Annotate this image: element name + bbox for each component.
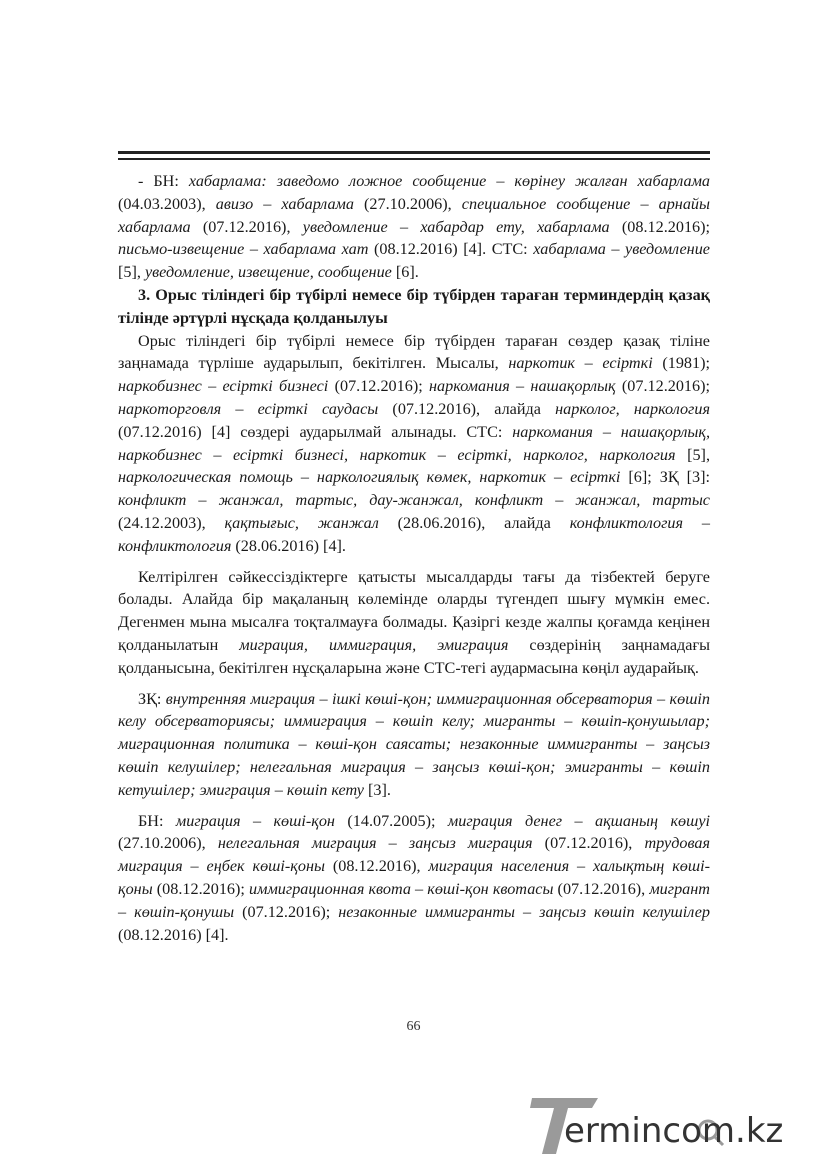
text-run: БН: (138, 811, 176, 830)
term-italic: мигрант – көшіп-қонушы (118, 879, 710, 921)
term-italic: миграция населения – халықтың көші-қоны (118, 857, 710, 898)
logo-text: ermincom.kz (564, 1111, 784, 1151)
termincom-logo (528, 1088, 827, 1158)
text-run: (1981); (652, 354, 711, 373)
text-run: (24.12.2003), (118, 513, 225, 532)
text-run: (04.03.2003), (118, 194, 216, 213)
text-run: (08.12.2016) [4]. СТС: (368, 240, 534, 259)
term-italic: наркологическая помощь – наркологиялық көмек, наркотик – есірткі (118, 468, 621, 487)
term-italic: письмо-извещение – хабарлама хат (118, 240, 369, 259)
term-italic: миграция, иммиграция, эмиграция (239, 635, 509, 654)
section-heading: 3. Орыс тіліндегі бір түбірлі немесе бір түбірден тараған терминдердің қазақ тілінде әртүрлі нұсқада қолданылуы (118, 285, 710, 327)
term-italic: хабарлама – уведомление (533, 240, 710, 259)
term-italic: уведомление, извещение, сообщение (144, 263, 392, 282)
term-italic: наркоторговля – есірткі саудасы (118, 399, 379, 418)
text-run: (27.10.2006), (353, 194, 462, 213)
text-run: (07.12.2016); (234, 902, 339, 921)
text-run: [6]. (391, 263, 419, 282)
text-run: (08.12.2016), (324, 857, 429, 876)
paragraph-bn-habarlama (118, 170, 710, 284)
text-run: Келтірілген сәйкессіздіктерге қатысты мысалдарды тағы да тізбектей беруге болады. Алайда бір мақаланың көлемінде оларды түгендеп шығу мүмкін емес. Дегенмен мына мысалға тоқталмауға болмады. Қазіргі кезде жалпы қоғамда кеңінен қолданылатын (118, 567, 710, 654)
text-run: (14.07.2005); (334, 811, 448, 830)
text-run: - БН: (138, 172, 189, 190)
text-run: (28.06.2016), алайда (378, 513, 570, 532)
text-run: (07.12.2016) [4] сөздері аударылмай алынады. СТС: (118, 422, 513, 441)
term-italic: специальное сообщение – арнайы хабарлама (118, 194, 710, 236)
text-run: (08.12.2016); (609, 217, 711, 236)
text-run: (07.12.2016), (553, 879, 650, 898)
text-run: (28.06.2016) [4]. (231, 536, 346, 555)
term-italic: нарколог, наркология (555, 399, 710, 418)
text-run: ЗҚ: (138, 689, 166, 708)
term-italic: нелегальная миграция – заңсыз миграция (217, 834, 533, 853)
text-run: (07.12.2016); (328, 377, 430, 396)
term-italic: трудовая миграция – еңбек көші-қоны (118, 834, 711, 876)
term-italic: внутренняя миграция – ішкі көші-қон; иммиграционная обсерватория – көшіп келу обсерваториясы; иммиграция – көшіп келу; мигранты – көшіп-қонушылар; миграционная политика – көші-қон саясаты; незаконные иммигранты – заңсыз көшіп келушілер; нелегальная миграция – заңсыз көші-қон; эмигранты – көшіп кетушілер; эмиграция – көшіп кету (118, 689, 710, 799)
text-run: [5], (118, 263, 145, 282)
text-run: (08.12.2016) [4]. (118, 925, 229, 944)
term-italic: қақтығыс, жанжал (224, 513, 379, 532)
page-body (118, 170, 710, 946)
paragraph-narko-terms (118, 330, 710, 558)
text-run: (07.12.2016), (532, 834, 645, 853)
header-rule-thick (118, 151, 710, 154)
term-italic: иммиграционная квота – көші-қон квотасы (249, 879, 554, 898)
term-italic: наркомания – нашақорлық (429, 377, 616, 396)
term-italic: конфликтология – конфликтология (118, 513, 710, 555)
term-italic: миграция – көші-қон (175, 811, 335, 830)
text-run: сөздерінің заңнамадағы қолданысына, бекітілген нұсқаларына және СТС-тегі аудармасына көңіл аударайық. (118, 635, 710, 677)
term-italic: наркобизнес – есірткі бизнесі (118, 377, 329, 396)
term-italic: наркотик – есірткі (508, 354, 653, 373)
term-italic: наркомания – нашақорлық, наркобизнес – есірткі бизнесі, наркотик – есірткі, нарколог, наркология (118, 422, 710, 464)
text-run: (07.12.2016), (190, 217, 303, 236)
term-italic: авизо – хабарлама (215, 194, 354, 213)
term-italic: незаконные иммигранты – заңсыз көшіп келушілер (338, 902, 711, 921)
text-run: (27.10.2006), (118, 834, 218, 853)
text-run: (07.12.2016); (615, 377, 711, 396)
paragraph-bn-migration (118, 810, 710, 947)
text-run: (08.12.2016); (152, 879, 250, 898)
paragraph-migration-intro (118, 566, 710, 680)
term-italic: конфликт – жанжал, тартыс, дау-жанжал, конфликт – жанжал, тартыс (118, 491, 710, 510)
page-number: 66 (406, 1019, 421, 1034)
paragraph-zq-migration (118, 688, 710, 802)
text-run: [5], (675, 445, 710, 464)
term-italic: миграция денег – ақшаның көшуі (447, 811, 711, 830)
text-run: [3]. (364, 780, 391, 799)
text-run: [6]; ЗҚ [3]: (620, 468, 711, 487)
text-run: (07.12.2016), алайда (378, 399, 556, 418)
term-italic: уведомление – хабардар ету, хабарлама (302, 217, 610, 236)
term-italic: хабарлама: заведомо ложное сообщение – көрінеу жалған хабарлама (188, 172, 711, 190)
header-rule-thin (118, 158, 710, 160)
text-run: Орыс тіліндегі бір түбірлі немесе бір түбірден тараған сөздер қазақ тіліне заңнамада түрліше аударылып, бекітілген. Мысалы, (118, 331, 710, 373)
